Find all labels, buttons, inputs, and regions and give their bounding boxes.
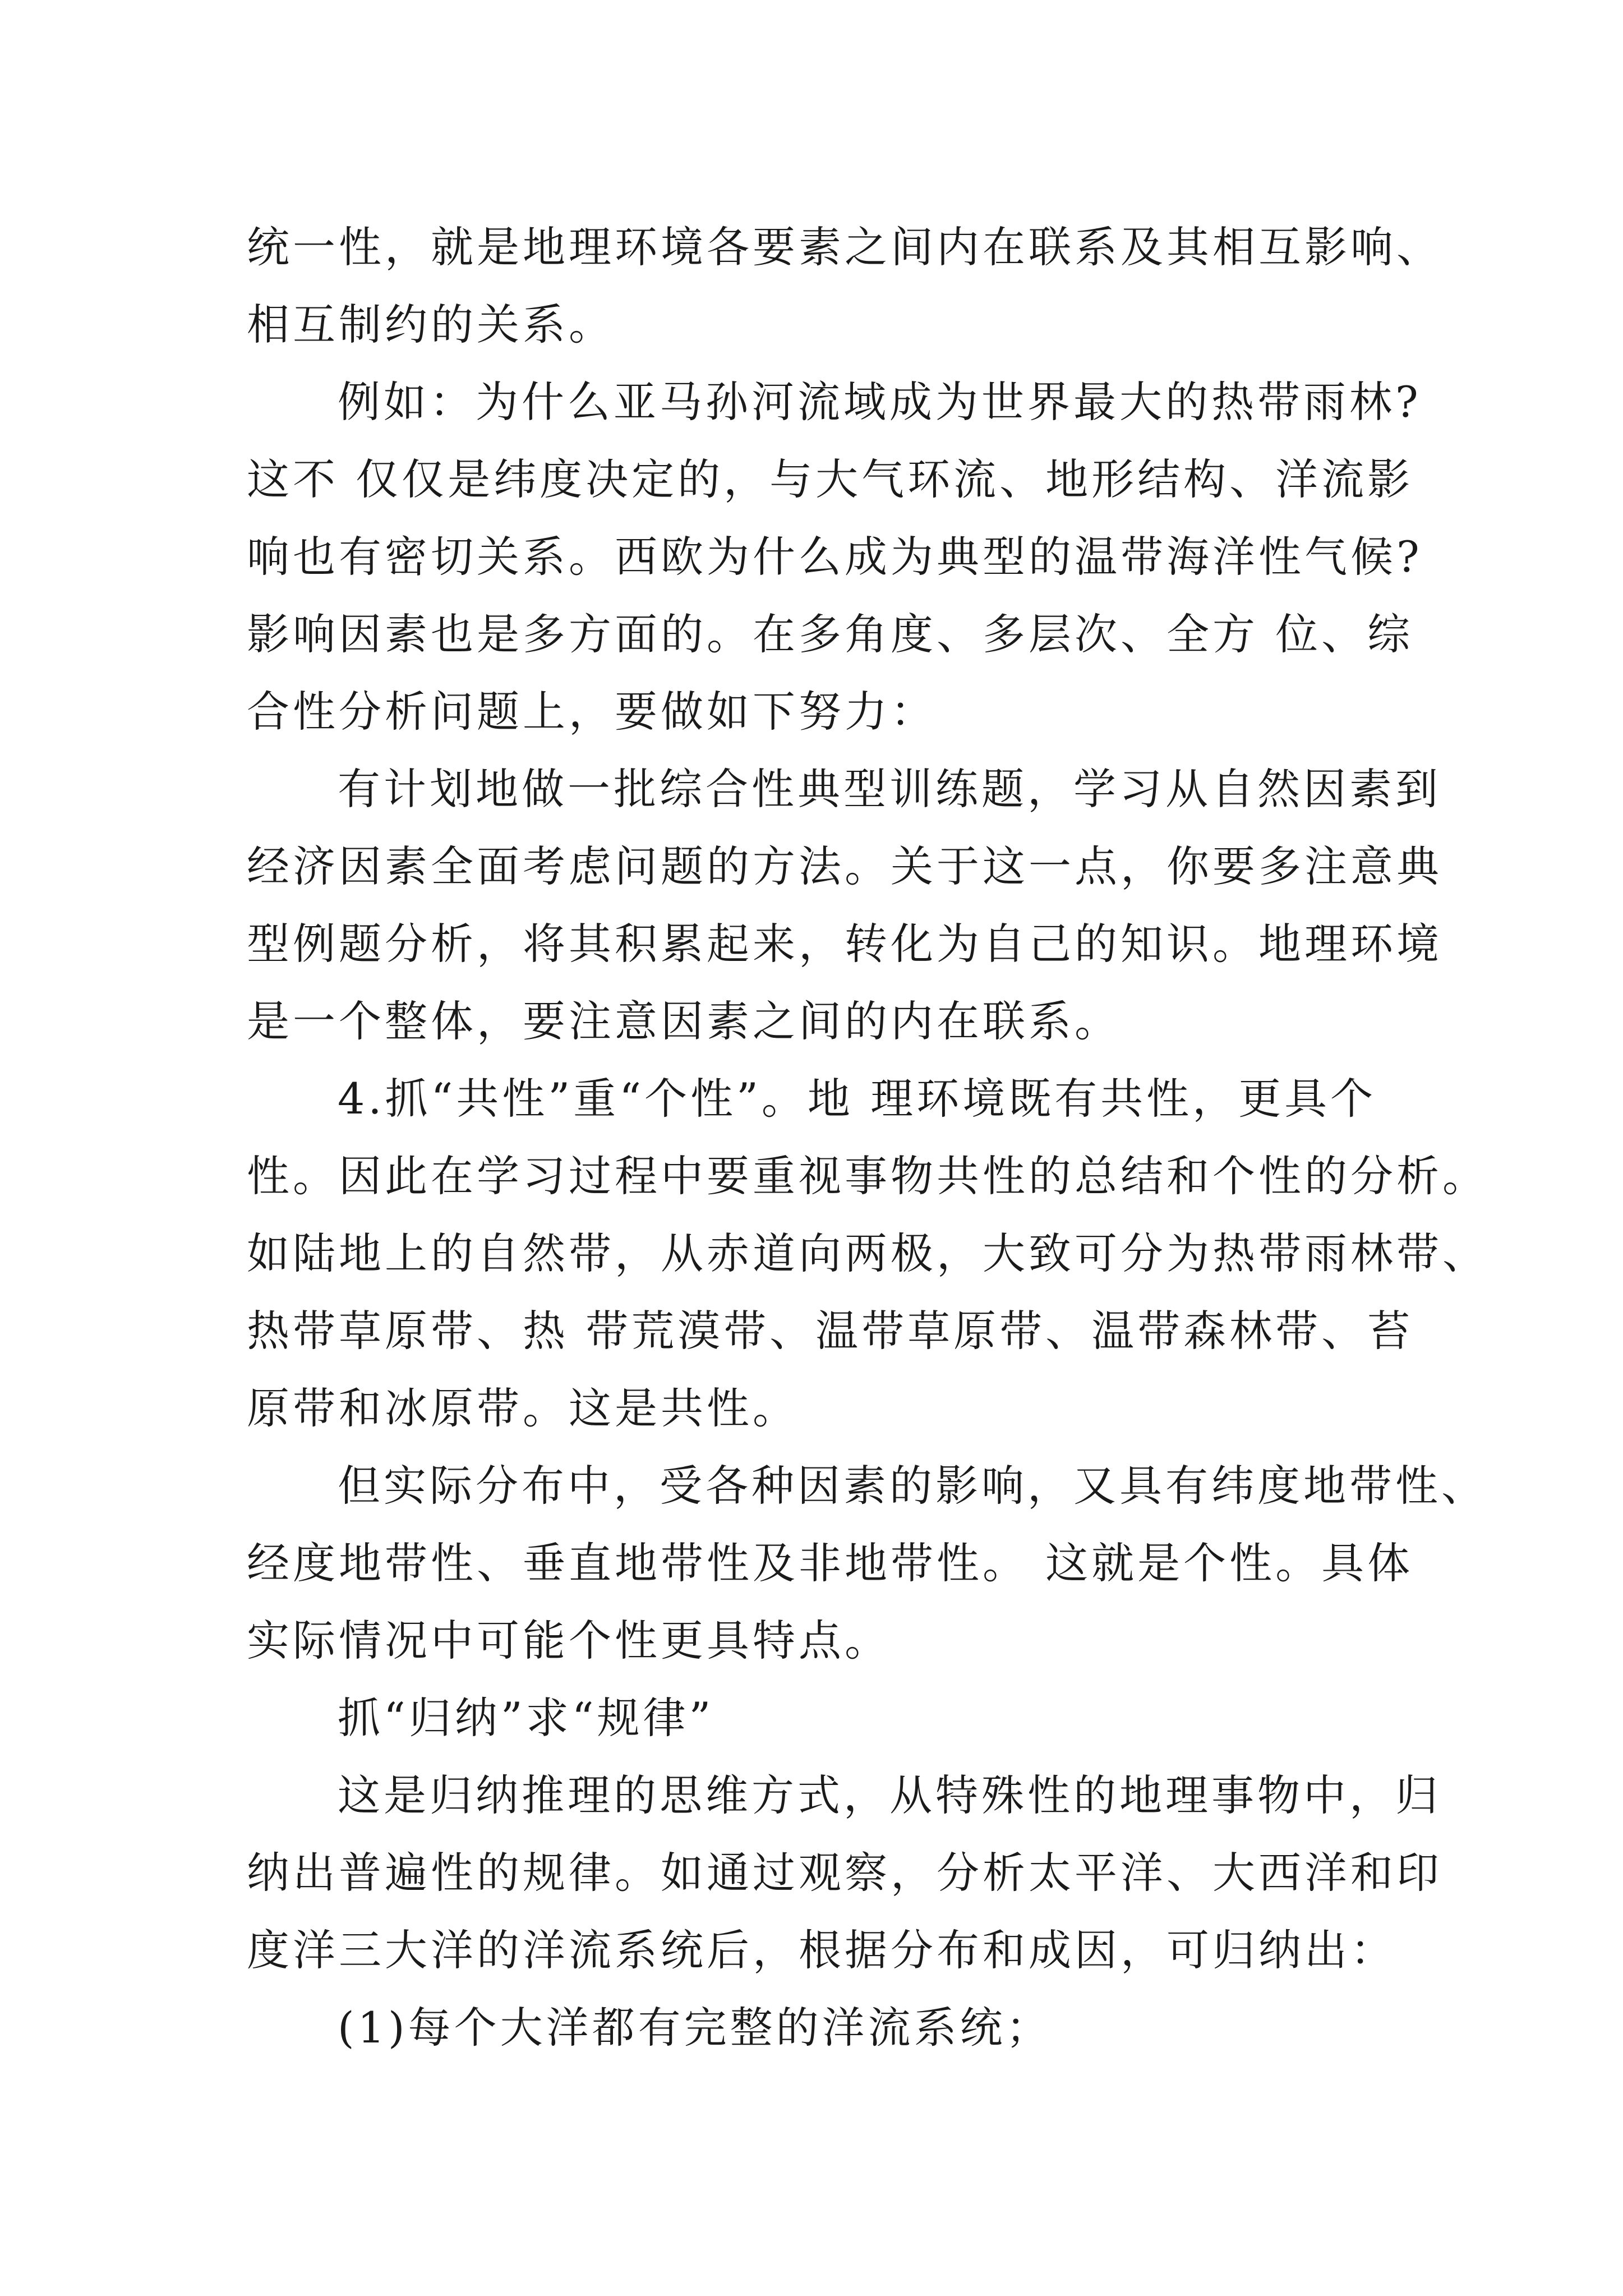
section-heading xyxy=(247,1680,1402,1757)
text-line: 合性分析问题上，要做如下努力： xyxy=(247,687,937,737)
text-line: 经济因素全面考虑问题的方法。关于这一点，你要多注意典 xyxy=(247,841,1442,891)
text-line: 性。因此在学习过程中要重视事物共性的总结和个性的分析。 xyxy=(247,1151,1488,1201)
text-line: 例如：为什么亚马孙河流域成为世界最大的热带雨林? xyxy=(338,377,1422,427)
paragraph xyxy=(247,209,1442,364)
text-line: 纳出普遍性的规律。如通过观察，分析太平洋、大西洋和印 xyxy=(247,1848,1442,1898)
text-line: 度洋三大洋的洋流系统后，根据分布和成因，可归纳出： xyxy=(247,1925,1396,1975)
text-line: 是一个整体，要注意因素之间的内在联系。 xyxy=(247,996,1121,1046)
text-line: 这是归纳推理的思维方式，从特殊性的地理事物中，归 xyxy=(338,1770,1441,1820)
document-body xyxy=(247,209,1488,2067)
text-line: 响也有密切关系。西欧为什么成为典型的温带海洋性气候? xyxy=(247,532,1423,582)
paragraph xyxy=(247,1447,1487,1680)
text-line: 影响因素也是多方面的。在多角度、多层次、全方 位、综 xyxy=(247,609,1414,659)
text-line: 热带草原带、热 带荒漠带、温带草原带、温带森林带、苔 xyxy=(247,1306,1414,1356)
text-line: 实际情况中可能个性更具特点。 xyxy=(247,1616,891,1665)
text-line: 抓“归纳”求“规律” xyxy=(338,1693,714,1743)
list-item xyxy=(247,1989,1402,2067)
text-line: 4.抓“共性”重“个性”。地 理环境既有共性，更具个 xyxy=(338,1074,1377,1124)
paragraph xyxy=(247,1060,1488,1447)
text-line: 相互制约的关系。 xyxy=(247,300,615,349)
text-line: 型例题分析，将其积累起来，转化为自己的知识。地理环境 xyxy=(247,919,1442,969)
text-line: 统一性，就是地理环境各要素之间内在联系及其相互影响、 xyxy=(247,222,1442,272)
text-line: 如陆地上的自然带，从赤道向两极，大致可分为热带雨林带、 xyxy=(247,1228,1488,1278)
text-line: 原带和冰原带。这是共性。 xyxy=(247,1383,799,1433)
text-line: 有计划地做一批综合性典型训练题，学习从自然因素到 xyxy=(338,764,1441,814)
text-line: 经度地带性、垂直地带性及非地带性。 这就是个性。具体 xyxy=(247,1538,1414,1588)
paragraph xyxy=(247,1757,1442,1989)
text-line: (1)每个大洋都有完整的洋流系统； xyxy=(338,2003,1052,2053)
paragraph xyxy=(247,751,1442,1060)
text-line: 这不 仅仅是纬度决定的，与大气环流、地形结构、洋流影 xyxy=(247,454,1414,504)
text-line: 但实际分布中，受各种因素的影响，又具有纬度地带性、 xyxy=(338,1461,1487,1511)
paragraph xyxy=(247,364,1423,751)
